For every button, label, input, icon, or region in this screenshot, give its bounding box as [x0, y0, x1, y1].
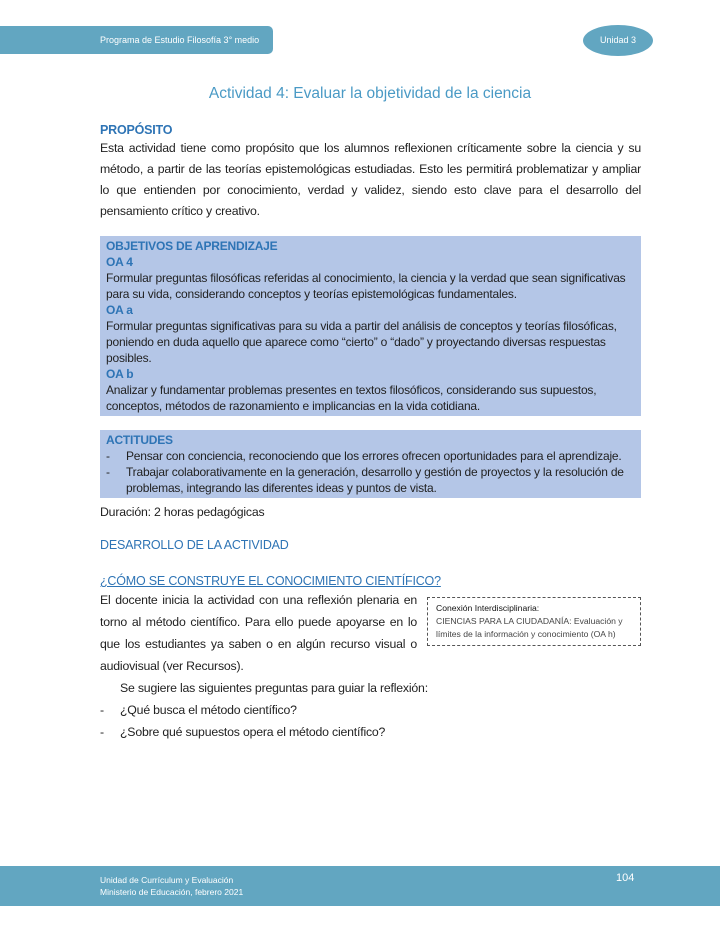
- question-item: [100, 699, 641, 721]
- oa-code: OA a: [106, 303, 133, 317]
- purpose-heading: PROPÓSITO: [100, 123, 173, 137]
- duration: Duración: 2 horas pedagógicas: [100, 505, 265, 519]
- page-title: Actividad 4: Evaluar la objetividad de la ciencia: [208, 85, 532, 102]
- question-text: ¿Qué busca el método científico?: [120, 703, 297, 717]
- question-text: ¿Sobre qué supuestos opera el método científico?: [120, 725, 386, 739]
- unit-badge: Unidad 3: [583, 25, 653, 56]
- oa-text: Analizar y fundamentar problemas presentes en textos filosóficos, considerando sus supuestos, conceptos, métodos de razonamiento e implicancias en la vida cotidiana.: [106, 383, 597, 413]
- main-content: [100, 122, 641, 743]
- development-heading: DESARROLLO DE LA ACTIVIDAD: [100, 538, 289, 552]
- objectives-heading: OBJETIVOS DE APRENDIZAJE: [106, 239, 278, 253]
- attitude-item: [106, 448, 635, 464]
- question-item: [100, 721, 641, 743]
- attitudes-box: [100, 430, 641, 498]
- purpose-text: Esta actividad tiene como propósito que los alumnos reflexionen críticamente sobre la ciencia y su método, a partir de las teorías epistemológicas estudiadas. Esto les permitirá problematizar y ampliar lo que entienden por conocimiento, verdad y validez, siendo esto clave para el desarrollo del pensamiento crítico y creativo.: [100, 141, 641, 218]
- footer-line2: Ministerio de Educación, febrero 2021: [100, 887, 244, 897]
- section-heading: ¿CÓMO SE CONSTRUYE EL CONOCIMIENTO CIENTÍFICO?: [100, 574, 441, 588]
- oa-code: OA b: [106, 367, 134, 381]
- bullet: -: [100, 725, 104, 739]
- bullet: -: [106, 449, 110, 463]
- footer: [0, 866, 720, 906]
- attitude-item: [106, 464, 635, 496]
- section-row: [100, 589, 641, 677]
- bullet: -: [100, 703, 104, 717]
- footer-line1: Unidad de Currículum y Evaluación: [100, 875, 234, 885]
- oa-text: Formular preguntas significativas para su vida a partir del análisis de conceptos y teorías filosóficas, poniendo en duda aquello que aparece como “cierto” o “dado” y proyectando diversas respuestas posibles.: [106, 319, 617, 365]
- attitude-text: Trabajar colaborativamente en la generación, desarrollo y gestión de proyectos y la resolución de problemas, integrando las diferentes ideas y puntos de vista.: [126, 465, 624, 495]
- bullet: -: [106, 465, 110, 479]
- page-number: 104: [616, 872, 635, 884]
- callout-text: CIENCIAS PARA LA CIUDADANÍA: Evaluación y límites de la información y conocimiento (OA h): [436, 616, 623, 639]
- section-text: El docente inicia la actividad con una reflexión plenaria en torno al método científico. Para ello puede apoyarse en lo que los estudiantes ya saben o en algún recurso visual o audiovisual (ver Recursos).: [100, 593, 417, 673]
- callout-title: Conexión Interdisciplinaria:: [436, 603, 540, 613]
- attitudes-heading: ACTITUDES: [106, 433, 173, 447]
- objectives-box: [100, 236, 641, 416]
- questions-list: [100, 699, 641, 743]
- oa-text: Formular preguntas filosóficas referidas al conocimiento, la ciencia y la verdad que sean significativas para su vida, considerando conceptos y teorías epistemológicas fundamentales.: [106, 271, 626, 301]
- interdisciplinary-callout: [427, 597, 641, 646]
- program-header: Programa de Estudio Filosofía 3° medio: [0, 26, 273, 54]
- suggest-text: Se sugiere las siguientes preguntas para guiar la reflexión:: [120, 681, 428, 695]
- attitude-text: Pensar con conciencia, reconociendo que los errores ofrecen oportunidades para el aprendizaje.: [126, 449, 622, 463]
- oa-code: OA 4: [106, 255, 133, 269]
